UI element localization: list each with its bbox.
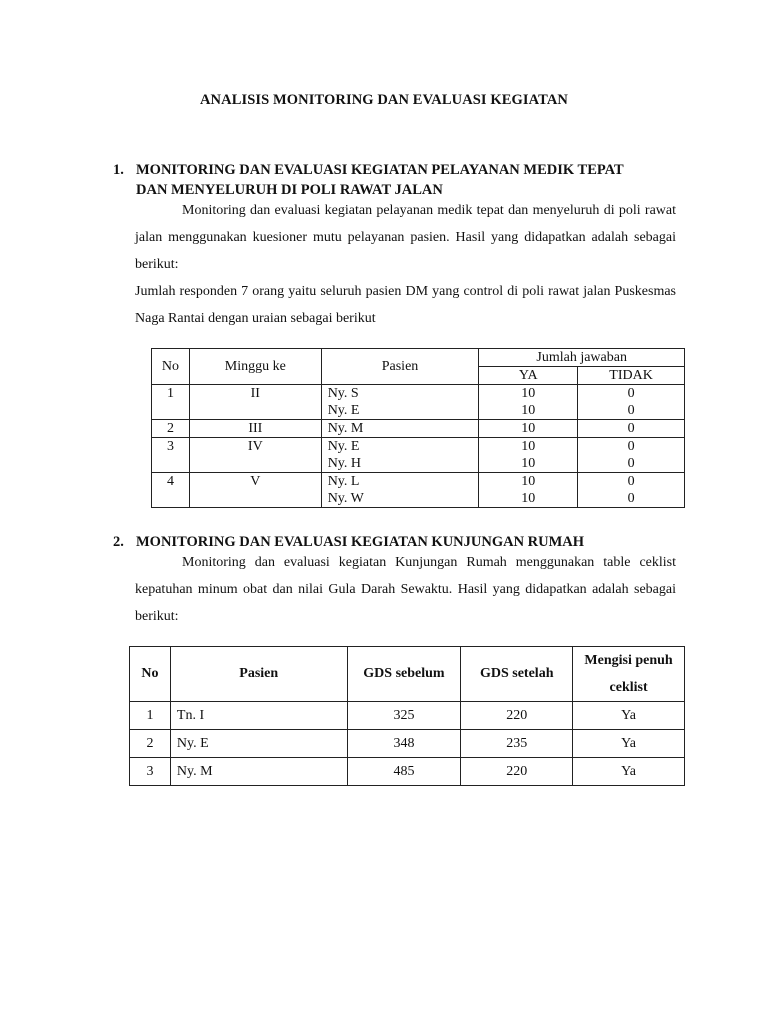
table-row xyxy=(152,438,685,473)
section1-number: 1. xyxy=(113,162,124,178)
section2-paragraph xyxy=(135,549,676,630)
section2-paragraph-text: Monitoring dan evaluasi kegiatan Kunjungan Rumah menggunakan table ceklist kepatuhan minum obat dan nilai Gula Darah Sewaktu. Hasil yang didapatkan adalah sebagai berikut: xyxy=(135,555,676,624)
tidak-line: 0 xyxy=(627,403,635,418)
header-ceklist xyxy=(573,647,685,702)
cell-pasien xyxy=(321,420,479,438)
section1-heading xyxy=(136,160,624,200)
header-tidak: TIDAK xyxy=(578,367,685,385)
table-row xyxy=(152,473,685,508)
cell-pasien: Ny. M xyxy=(170,758,347,786)
cell-gds-setelah: 235 xyxy=(461,730,573,758)
cell-ya xyxy=(479,438,578,473)
table-row xyxy=(130,702,685,730)
table-row xyxy=(130,758,685,786)
pasien-line: Ny. L xyxy=(327,474,360,489)
cell-no: 4 xyxy=(152,473,190,508)
ya-line: 10 xyxy=(521,403,536,418)
cell-ceklist: Ya xyxy=(573,730,685,758)
table-row xyxy=(152,385,685,420)
cell-tidak xyxy=(578,420,685,438)
ya-line: 10 xyxy=(521,456,536,471)
header-no: No xyxy=(130,647,171,702)
cell-no: 3 xyxy=(130,758,171,786)
tidak-line: 0 xyxy=(627,439,635,454)
cell-minggu: II xyxy=(189,385,321,420)
cell-no: 1 xyxy=(152,385,190,420)
cell-ya xyxy=(479,385,578,420)
section1-heading-line1: MONITORING DAN EVALUASI KEGIATAN PELAYANAN MEDIK TEPAT xyxy=(136,162,624,178)
ya-line: 10 xyxy=(521,491,536,506)
tidak-line: 0 xyxy=(627,386,635,401)
weekly-survey-table xyxy=(151,348,685,508)
section1-heading-line2: DAN MENYELURUH DI POLI RAWAT JALAN xyxy=(136,182,443,198)
page-title: ANALISIS MONITORING DAN EVALUASI KEGIATAN xyxy=(199,92,568,108)
section1-paragraph1-text: Monitoring dan evaluasi kegiatan pelayanan medik tepat dan menyeluruh di poli rawat jalan menggunakan kuesioner mutu pelayanan pasien. Hasil yang didapatkan adalah sebagai berikut: xyxy=(135,203,676,272)
pasien-line: Ny. S xyxy=(327,386,359,401)
cell-no: 1 xyxy=(130,702,171,730)
cell-gds-sebelum: 485 xyxy=(347,758,461,786)
header-ya: YA xyxy=(479,367,578,385)
tidak-line: 0 xyxy=(627,474,635,489)
pasien-line: Ny. W xyxy=(327,491,364,506)
tidak-line: 0 xyxy=(627,491,635,506)
cell-pasien: Ny. E xyxy=(170,730,347,758)
header-gds-sebelum: GDS sebelum xyxy=(347,647,461,702)
section1-paragraph1 xyxy=(135,197,676,278)
cell-gds-setelah: 220 xyxy=(461,758,573,786)
cell-ya xyxy=(479,473,578,508)
cell-minggu: IV xyxy=(189,438,321,473)
cell-pasien xyxy=(321,385,479,420)
section2-number: 2. xyxy=(113,534,124,550)
cell-no: 2 xyxy=(152,420,190,438)
cell-gds-sebelum: 348 xyxy=(347,730,461,758)
cell-pasien: Tn. I xyxy=(170,702,347,730)
pasien-line: Ny. M xyxy=(327,421,364,436)
cell-no: 3 xyxy=(152,438,190,473)
header-no: No xyxy=(152,349,190,385)
header-gds-setelah: GDS setelah xyxy=(461,647,573,702)
cell-ceklist: Ya xyxy=(573,758,685,786)
ya-line: 10 xyxy=(521,474,536,489)
section1-paragraph2: Jumlah responden 7 orang yaitu seluruh pasien DM yang control di poli rawat jalan Puskesmas Naga Rantai dengan uraian sebagai berikut xyxy=(135,284,676,326)
home-visit-table xyxy=(129,646,685,786)
cell-tidak xyxy=(578,438,685,473)
header-ceklist-line2: ceklist xyxy=(609,680,648,695)
ya-line: 10 xyxy=(521,386,536,401)
cell-no: 2 xyxy=(130,730,171,758)
tidak-line: 0 xyxy=(627,456,635,471)
cell-ceklist: Ya xyxy=(573,702,685,730)
ya-line: 10 xyxy=(521,421,536,436)
pasien-line: Ny. E xyxy=(327,403,360,418)
cell-tidak xyxy=(578,473,685,508)
cell-ya xyxy=(479,420,578,438)
cell-gds-sebelum: 325 xyxy=(347,702,461,730)
pasien-line: Ny. E xyxy=(327,439,360,454)
header-jumlah-jawaban: Jumlah jawaban xyxy=(479,349,685,367)
header-pasien: Pasien xyxy=(321,349,479,385)
header-minggu: Minggu ke xyxy=(189,349,321,385)
tidak-line: 0 xyxy=(627,421,635,436)
pasien-line: Ny. H xyxy=(327,456,361,471)
cell-tidak xyxy=(578,385,685,420)
cell-pasien xyxy=(321,438,479,473)
cell-gds-setelah: 220 xyxy=(461,702,573,730)
header-pasien: Pasien xyxy=(170,647,347,702)
cell-minggu: V xyxy=(189,473,321,508)
cell-pasien xyxy=(321,473,479,508)
cell-minggu: III xyxy=(189,420,321,438)
section2-heading: MONITORING DAN EVALUASI KEGIATAN KUNJUNGAN RUMAH xyxy=(136,534,585,550)
table-row xyxy=(152,420,685,438)
header-ceklist-line1: Mengisi penuh xyxy=(584,653,673,668)
ya-line: 10 xyxy=(521,439,536,454)
table-row xyxy=(130,730,685,758)
